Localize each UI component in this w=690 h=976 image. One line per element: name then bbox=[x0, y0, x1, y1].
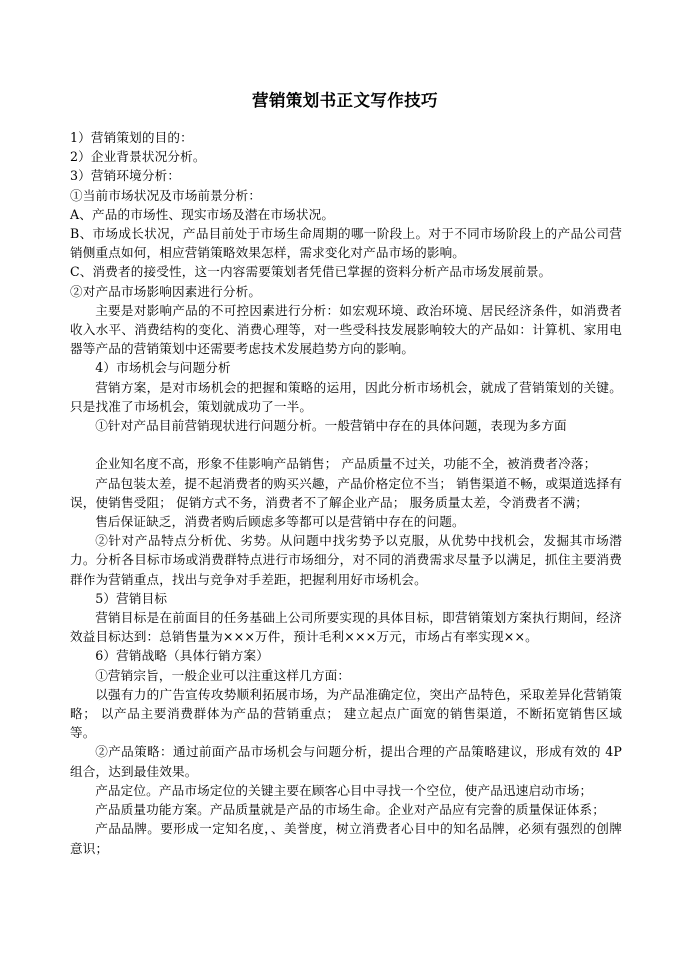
paragraph: ①针对产品目前营销现状进行问题分析。一般营销中存在的具体问题，表现为多方面 bbox=[95, 418, 567, 434]
paragraph: ②产品策略：通过前面产品市场机会与问题分析，提出合理的产品策略建议，形成有效的 4P 组合，达到最佳效果。 bbox=[70, 744, 622, 779]
paragraph: 3）营销环境分析： bbox=[70, 168, 181, 184]
paragraph: 营销方案，是对市场机会的把握和策略的运用，因此分析市场机会，就成了营销策划的关键。只是找准了市场机会，策划就成功了一半。 bbox=[70, 379, 622, 414]
paragraph: A、产品的市场性、现实市场及潜在市场状况。 bbox=[70, 206, 335, 222]
paragraph: 营销目标是在前面目的任务基础上公司所要实现的具体目标，即营销策划方案执行期间，经济效益目标达到：总销售量为×××万件，预计毛利×××万元，市场占有率实现××。 bbox=[70, 610, 622, 645]
paragraph: 6）营销战略（具体行销方案） bbox=[95, 648, 270, 664]
paragraph: C、消费者的接受性，这一内容需要策划者凭借已掌握的资料分析产品市场发展前景。 bbox=[70, 264, 552, 280]
blank-line bbox=[70, 435, 622, 454]
paragraph: 售后保证缺乏，消费者购后顾虑多等都可以是营销中存在的问题。 bbox=[95, 514, 465, 530]
paragraph: ②对产品市场影响因素进行分析。 bbox=[70, 283, 262, 299]
document-body bbox=[70, 128, 622, 858]
paragraph: ①当前市场状况及市场前景分析： bbox=[70, 187, 262, 203]
paragraph: 4）市场机会与问题分析 bbox=[95, 360, 231, 376]
paragraph: 以强有力的广告宣传攻势顺利拓展市场，为产品准确定位，突出产品特色，采取差异化营销策略； 以产品主要消费群体为产品的营销重点； 建立起点广面宽的销售渠道，不断拓宽销售区域等。 bbox=[70, 686, 622, 741]
page-title: 营销策划书正文写作技巧 bbox=[252, 91, 438, 110]
paragraph: 5）营销目标 bbox=[95, 590, 168, 606]
paragraph: 产品定位。产品市场定位的关键主要在顾客心目中寻找一个空位，使产品迅速启动市场； bbox=[95, 782, 593, 798]
paragraph: 主要是对影响产品的不可控因素进行分析：如宏观环境、政治环境、居民经济条件，如消费者收入水平、消费结构的变化、消费心理等，对一些受科技发展影响较大的产品如：计算机、家用电器等产品的营销策划中还需要考虑技术发展趋势方向的影响。 bbox=[70, 302, 622, 357]
paragraph: 产品质量功能方案。产品质量就是产品的市场生命。企业对产品应有完誊的质量保证体系； bbox=[95, 802, 605, 818]
paragraph: 产品品牌。要形成一定知名度，、美誉度，树立消费者心目中的知名品牌，必须有强烈的创牌意识； bbox=[70, 821, 622, 856]
paragraph: B、市场成长状况，产品目前处于市场生命周期的哪一阶段上。对于不同市场阶段上的产品公司营销侧重点如何，相应营销策略效果怎样，需求变化对产品市场的影响。 bbox=[70, 226, 622, 261]
paragraph: 1）营销策划的目的： bbox=[70, 130, 193, 145]
paragraph: 企业知名度不高，形象不佳影响产品销售； 产品质量不过关，功能不全，被消费者冷落； bbox=[95, 456, 597, 472]
paragraph: ②针对产品特点分析优、劣势。从问题中找劣势予以克服，从优势中找机会，发掘其市场潜力。分析各目标市场或消费群特点进行市场细分，对不同的消费需求尽量予以满足，抓住主要消费群作为营销重点，找出与竞争对手差距，把握利用好市场机会。 bbox=[70, 533, 622, 587]
paragraph: ①营销宗旨，一般企业可以注重这样几方面： bbox=[95, 667, 351, 683]
paragraph: 2）企业背景状况分析。 bbox=[70, 149, 206, 165]
paragraph: 产品包装太差，提不起消费者的购买兴趣，产品价格定位不当； 销售渠道不畅，或渠道选择有误，使销售受阻； 促销方式不务，消费者不了解企业产品； 服务质量太差，令消费者不满； bbox=[70, 475, 622, 510]
